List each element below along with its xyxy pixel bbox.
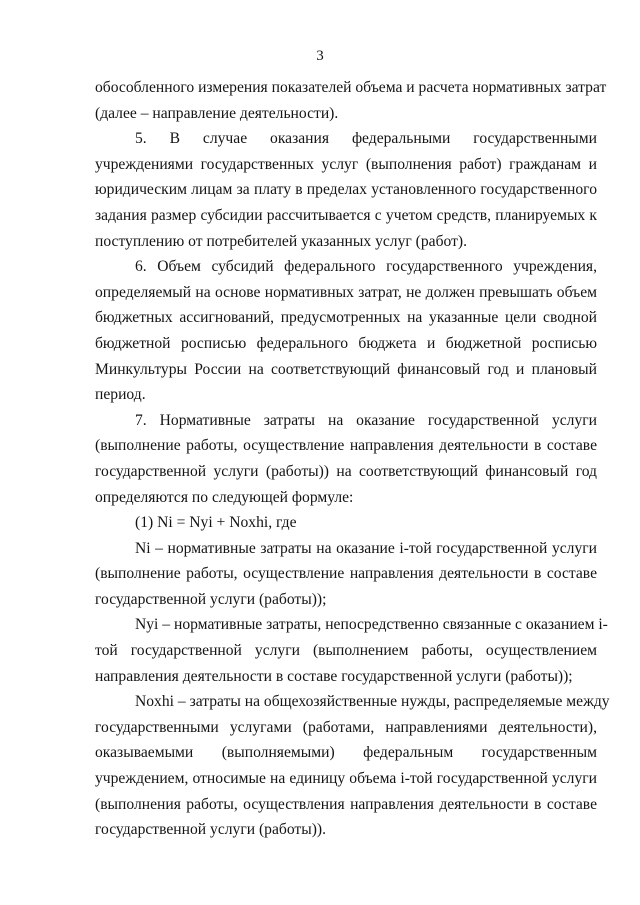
text-line: период. [95,386,146,404]
text-line: 5. В случае оказания федеральными государственными [135,130,597,148]
text-line: государственной услуги (работы)) на соответствующий финансовый год [95,462,597,480]
text-line: Nyi – нормативные затраты, непосредственно связанные с оказанием i- [135,616,608,634]
text-line: (выполнение работы, осуществление направления деятельности в составе [95,565,597,583]
text-line: Минкультуры России на соответствующий финансовый год и плановый [95,360,597,378]
text-line: государственной услуги (работы)). [95,821,326,839]
text-line: задания размер субсидии рассчитывается с учетом средств, планируемых к [95,206,597,224]
text-line: государственными услугами (работами, направлениями деятельности), [95,718,597,736]
text-line: 6. Объем субсидий федерального государственного учреждения, [135,258,597,276]
text-line: бюджетной росписью федерального бюджета и бюджетной росписью [95,334,597,352]
text-line: 7. Нормативные затраты на оказание государственной услуги [135,411,597,429]
text-line: (выполнения работы, осуществления направления деятельности в составе [95,795,597,813]
text-line: (далее – направление деятельности). [95,104,339,122]
document-body [95,75,610,843]
text-line: бюджетных ассигнований, предусмотренных на указанные цели сводной [95,309,597,327]
text-line: оказываемыми (выполняемыми) федеральным государственным [95,744,597,762]
text-line: юридическим лицам за плату в пределах установленного государственного [95,181,597,199]
text-line: направления деятельности в составе государственной услуги (работы)); [95,667,573,685]
text-line: определяемый на основе нормативных затрат, не должен превышать объем [95,283,597,301]
text-line: (выполнение работы, осуществление направления деятельности в составе [95,437,597,455]
text-line: Noxhi – затраты на общехозяйственные нужды, распределяемые между [135,693,610,711]
text-line: обособленного измерения показателей объема и расчета нормативных затрат [95,79,607,96]
text-line: учреждениями государственных услуг (выполнения работ) гражданам и [95,155,597,173]
text-line: поступлению от потребителей указанных услуг (работ). [95,232,468,250]
text-line: государственной услуги (работы)); [95,590,327,608]
page-number: 3 [316,48,324,64]
text-line: (1) Ni = Nyi + Noxhi, где [135,514,297,532]
text-line: той государственной услуги (выполнением работы, осуществлением [95,642,597,660]
text-line: определяются по следующей формуле: [95,488,354,506]
text-line: учреждением, относимые на единицу объема i-той государственной услуги [95,770,597,788]
text-line: Ni – нормативные затраты на оказание i-той государственной услуги [135,539,597,557]
